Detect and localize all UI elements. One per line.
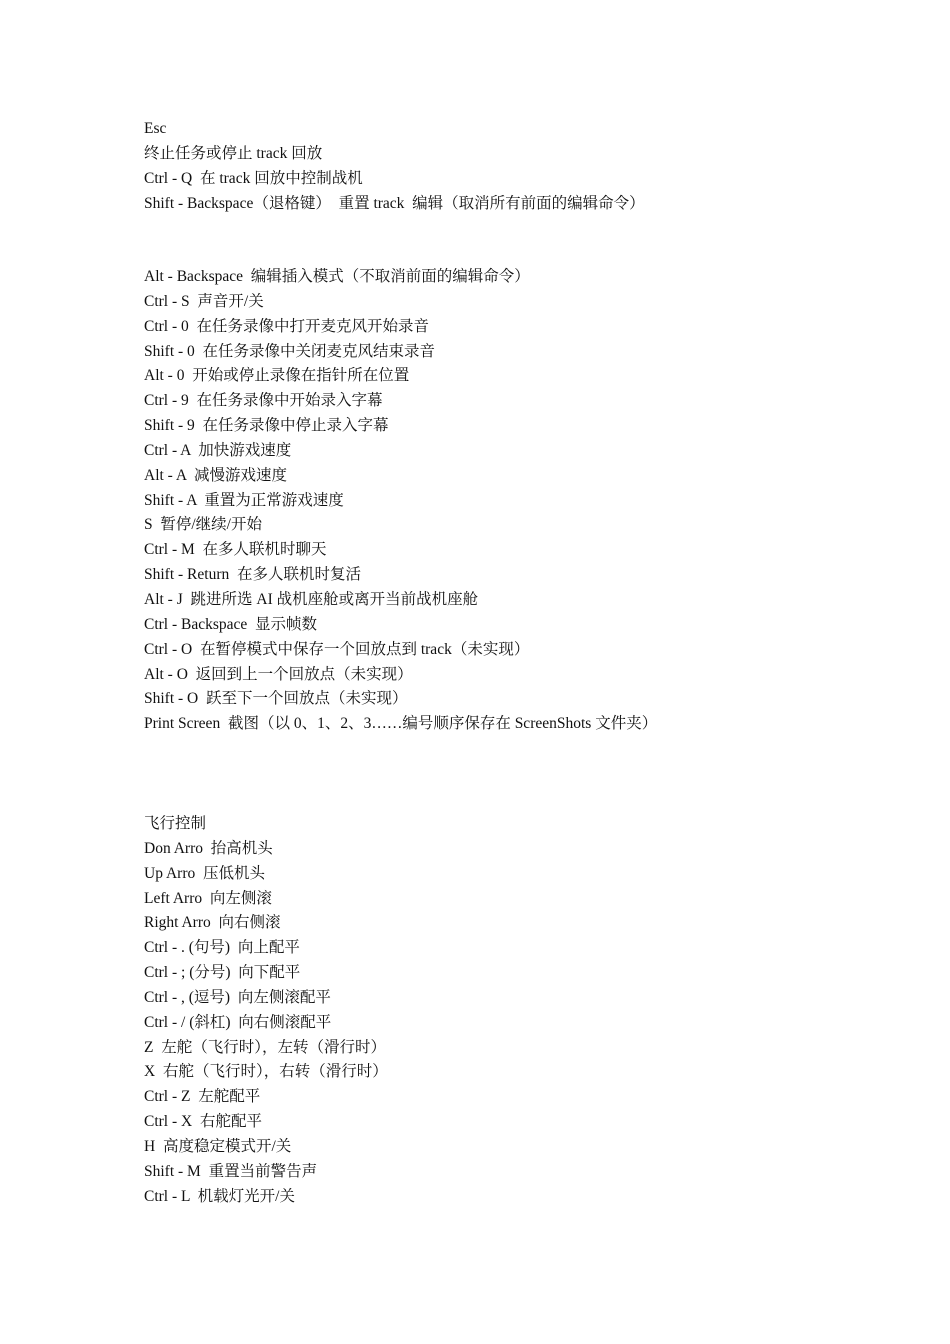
shortcut-line: Ctrl - ; (分号) 向下配平 <box>144 964 301 982</box>
shortcut-line: Alt - A 减慢游戏速度 <box>144 466 287 484</box>
shortcut-line: Alt - O 返回到上一个回放点（未实现） <box>144 665 413 683</box>
section-heading: 飞行控制 <box>144 815 207 832</box>
shortcut-line: Ctrl - 0 在任务录像中打开麦克风开始录音 <box>144 317 430 335</box>
section-track-controls <box>144 117 645 216</box>
shortcut-line: Alt - J 跳进所选 AI 战机座舱或离开当前战机座舱 <box>144 590 479 608</box>
shortcut-line: Shift - A 重置为正常游戏速度 <box>144 491 344 509</box>
shortcut-line: Shift - Backspace（退格键） 重置 track 编辑（取消所有前面的编辑命令） <box>144 194 645 212</box>
shortcut-line: Ctrl - / (斜杠) 向右侧滚配平 <box>144 1013 332 1031</box>
shortcut-line: Ctrl - O 在暂停模式中保存一个回放点到 track（未实现） <box>144 640 530 658</box>
shortcut-line: Print Screen 截图（以 0、1、2、3……编号顺序保存在 ScreenShots 文件夹） <box>144 715 658 733</box>
shortcut-line: Ctrl - X 右舵配平 <box>144 1113 262 1131</box>
section-game-controls <box>144 265 657 737</box>
shortcut-line: H 高度稳定模式开/关 <box>144 1137 292 1155</box>
shortcut-line: Ctrl - . (句号) 向上配平 <box>144 939 300 957</box>
shortcut-line: Shift - 9 在任务录像中停止录入字幕 <box>144 417 389 435</box>
shortcut-line: Ctrl - , (逗号) 向左侧滚配平 <box>144 988 331 1006</box>
shortcut-line: Left Arro 向左侧滚 <box>144 889 272 907</box>
shortcut-line: Alt - 0 开始或停止录像在指针所在位置 <box>144 367 410 385</box>
shortcut-line: S 暂停/继续/开始 <box>144 516 262 534</box>
shortcut-line: Ctrl - M 在多人联机时聊天 <box>144 541 327 559</box>
shortcut-line: Up Arro 压低机头 <box>144 864 265 882</box>
section-flight-controls <box>144 812 388 1210</box>
shortcut-line: Ctrl - 9 在任务录像中开始录入字幕 <box>144 392 383 410</box>
shortcut-line: 终止任务或停止 track 回放 <box>144 144 323 162</box>
shortcut-line: Ctrl - Backspace 显示帧数 <box>144 615 318 633</box>
shortcut-line: Shift - O 跃至下一个回放点（未实现） <box>144 690 408 708</box>
shortcut-line: Shift - M 重置当前警告声 <box>144 1162 318 1180</box>
shortcut-line: Shift - Return 在多人联机时复活 <box>144 566 361 584</box>
shortcut-line: Ctrl - Z 左舵配平 <box>144 1088 261 1106</box>
shortcut-line: Ctrl - L 机载灯光开/关 <box>144 1187 295 1205</box>
shortcut-line: Ctrl - S 声音开/关 <box>144 292 264 310</box>
shortcut-line: Ctrl - A 加快游戏速度 <box>144 441 292 459</box>
shortcut-line: Ctrl - Q 在 track 回放中控制战机 <box>144 169 363 187</box>
shortcut-line: X 右舵（飞行时），右转（滑行时） <box>144 1063 388 1081</box>
shortcut-line: Right Arro 向右侧滚 <box>144 914 281 932</box>
shortcut-line: Esc <box>144 120 167 137</box>
shortcut-line: Alt - Backspace 编辑插入模式（不取消前面的编辑命令） <box>144 268 530 285</box>
shortcut-line: Don Arro 抬高机头 <box>144 839 273 857</box>
shortcut-line: Shift - 0 在任务录像中关闭麦克风结束录音 <box>144 342 436 360</box>
shortcut-line: Z 左舵（飞行时），左转（滑行时） <box>144 1038 386 1056</box>
